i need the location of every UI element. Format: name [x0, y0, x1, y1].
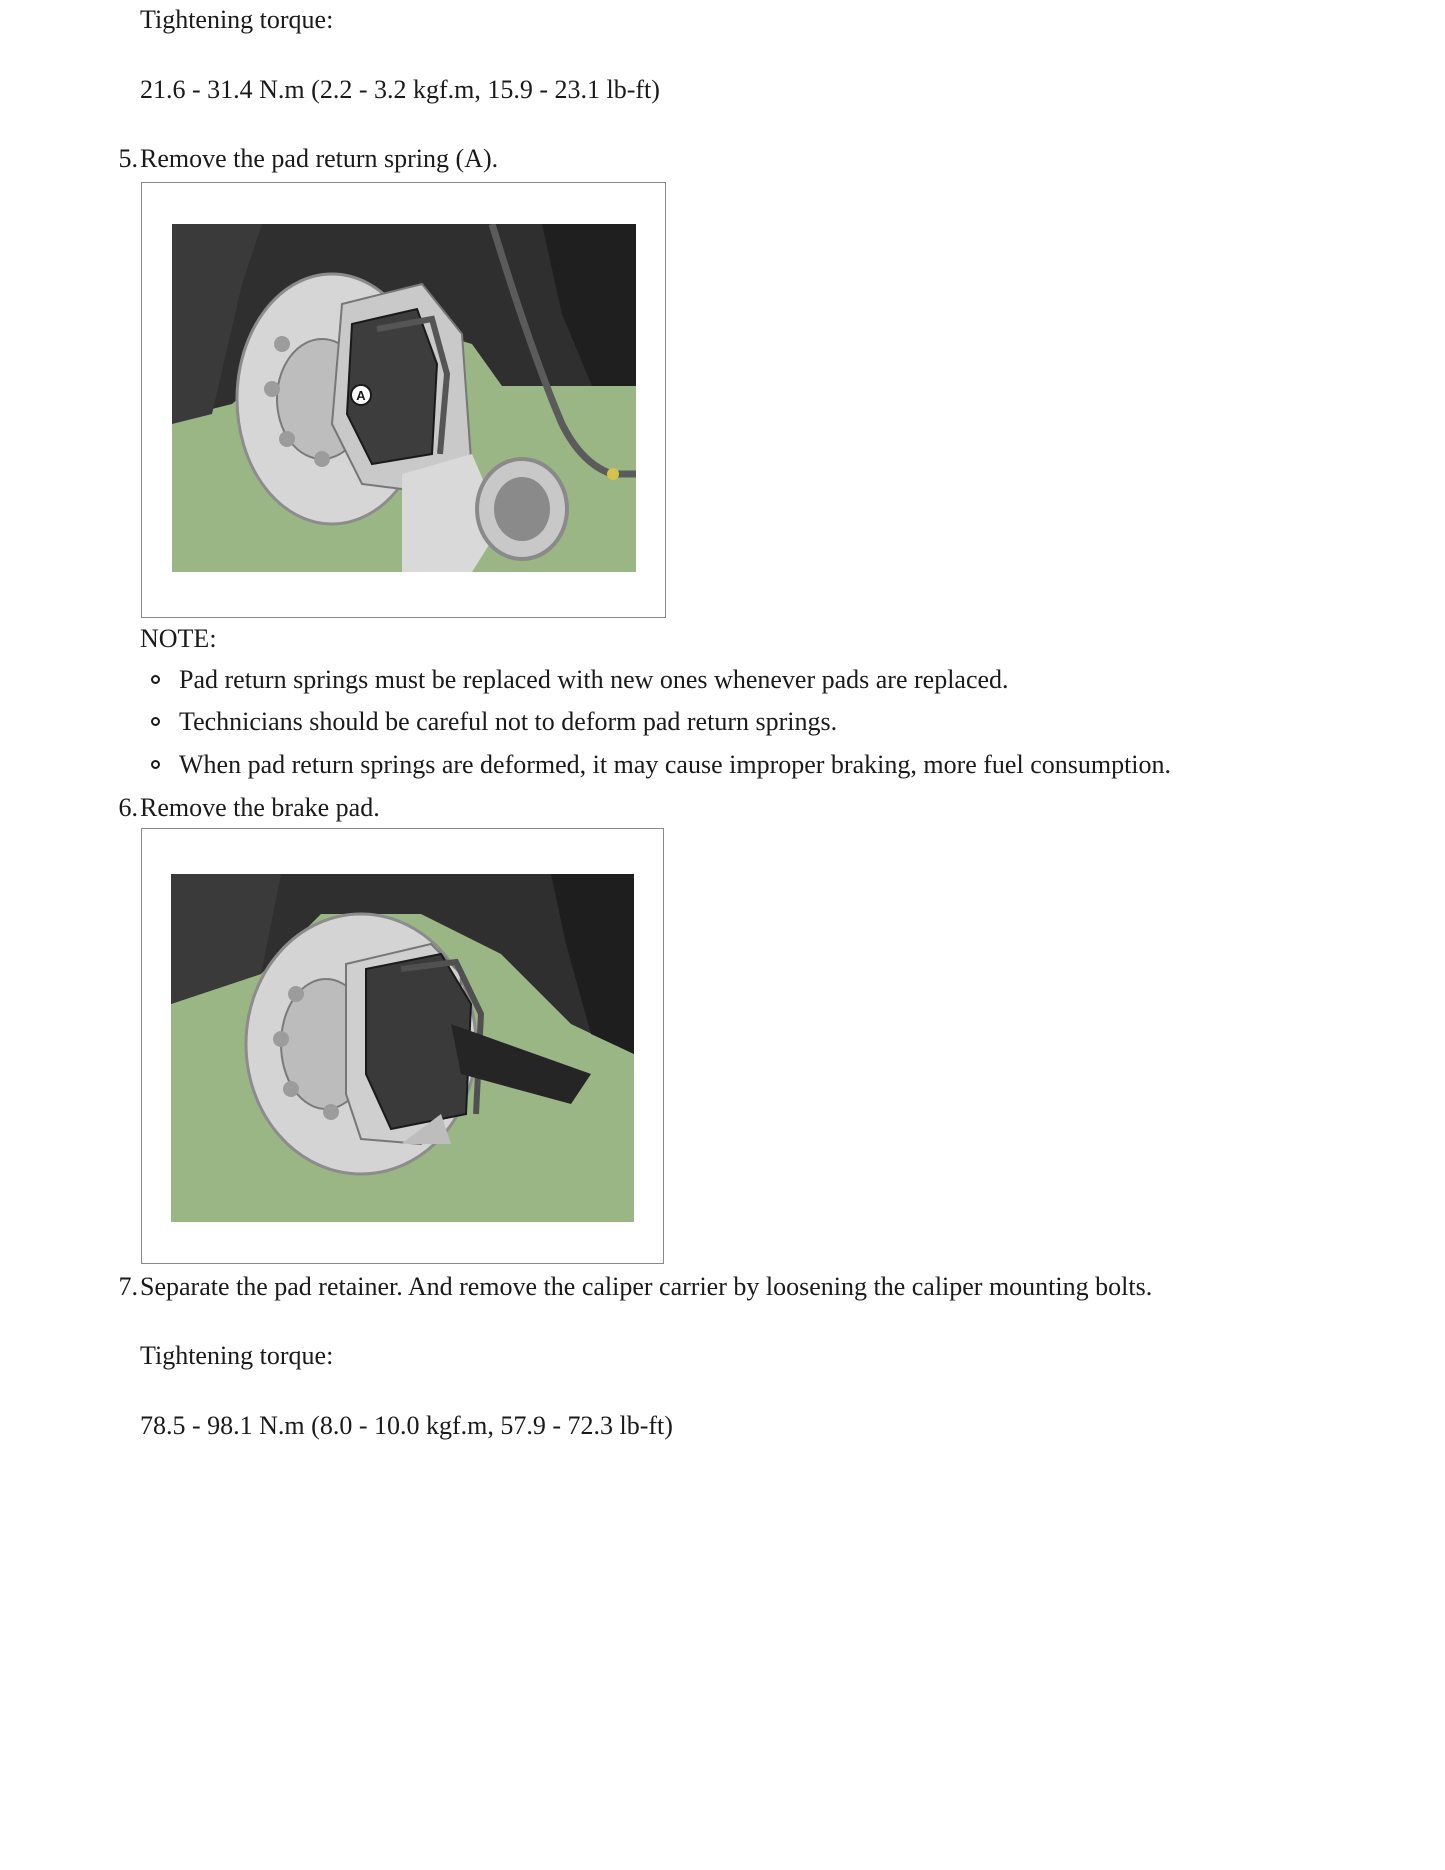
figure-pad-return-spring	[141, 182, 666, 618]
note-heading: NOTE:	[140, 624, 217, 653]
step-5-number: 5.	[118, 144, 138, 173]
torque-label: Tightening torque:	[140, 1341, 334, 1370]
note-item: When pad return springs are deformed, it may cause improper braking, more fuel consumption.	[179, 750, 1172, 779]
note-bullet	[151, 675, 160, 684]
note-bullet	[151, 717, 160, 726]
step-6-text: Remove the brake pad.	[140, 793, 380, 822]
callout-a-label: A	[356, 388, 366, 403]
photo-brake-pad	[171, 874, 634, 1222]
note-item: Technicians should be careful not to deform pad return springs.	[179, 707, 838, 736]
note-bullet	[151, 760, 160, 769]
torque-value: 21.6 - 31.4 N.m (2.2 - 3.2 kgf.m, 15.9 - 23.1 lb-ft)	[140, 75, 660, 104]
step-7-text: Separate the pad retainer. And remove the caliper carrier by loosening the caliper mounting bolts.	[140, 1272, 1153, 1301]
step-7-number: 7.	[118, 1272, 138, 1301]
photo-pad-return-spring	[172, 224, 636, 572]
figure-brake-pad	[141, 828, 664, 1264]
note-item: Pad return springs must be replaced with new ones whenever pads are replaced.	[179, 665, 1009, 694]
step-5-text: Remove the pad return spring (A).	[140, 144, 499, 173]
torque-label: Tightening torque:	[140, 5, 334, 34]
torque-value: 78.5 - 98.1 N.m (8.0 - 10.0 kgf.m, 57.9 - 72.3 lb-ft)	[140, 1411, 673, 1440]
step-6-number: 6.	[118, 793, 138, 822]
